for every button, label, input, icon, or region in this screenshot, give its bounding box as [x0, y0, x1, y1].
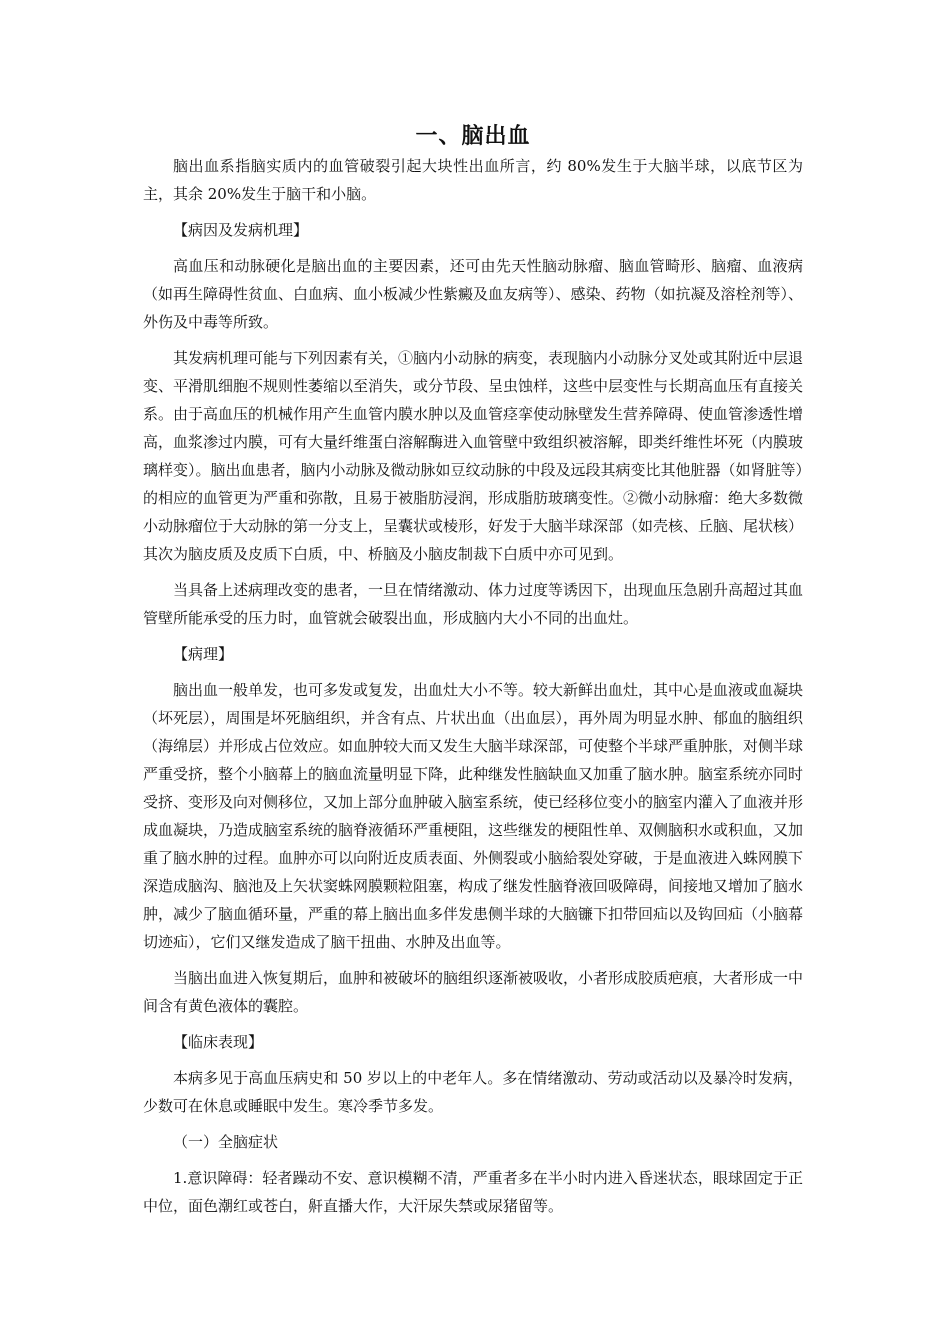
- intro-paragraph: 脑出血系指脑实质内的血管破裂引起大块性出血所言，约 80%发生于大脑半球，以底节区为主，其余 20%发生于脑干和小脑。: [143, 157, 803, 203]
- recovery-paragraph: 当脑出血进入恢复期后，血肿和被破坏的脑组织逐渐被吸收，小者形成胶质疤痕，大者形成一中间含有黄色液体的囊腔。: [143, 969, 804, 1015]
- consciousness-paragraph: 1.意识障碍：轻者躁动不安、意识模糊不清，严重者多在半小时内进入昏迷状态，眼球固定于正中位，面色潮红或苍白，鼾直播大作，大汗尿失禁或尿猪留等。: [143, 1169, 803, 1215]
- document-body: [143, 122, 803, 1220]
- pathology-paragraph: 脑出血一般单发，也可多发或复发，出血灶大小不等。较大新鲜出血灶，其中心是血液或血凝块（坏死层），周围是坏死脑组织，并含有点、片状出血（出血层），再外周为明显水肿、郁血的脑组织（海绵层）并形成占位效应。如血肿较大而又发生大脑半球深部，可使整个半球严重肿胀，对侧半球严重受挤，整个小脑幕上的脑血流量明显下降，此种继发性脑缺血又加重了脑水肿。脑室系统亦同时受挤、变形及向对侧移位，又加上部分血肿破入脑室系统，使已经移位变小的脑室内灌入了血液并形成血凝块，乃造成脑室系统的脑脊液循环严重梗阻，这些继发的梗阻性单、双侧脑积水或积血，又加重了脑水肿的过程。血肿亦可以向附近皮质表面、外侧裂或小脑給裂处穿破，于是血液进入蛛网膜下深造成脑沟、脑池及上矢状窦蛛网膜颗粒阻塞，构成了继发性脑脊液回吸障碍，间接地又增加了脑水肿，减少了脑血循环量，严重的幕上脑出血多伴发患侧半球的大脑镰下扣带回疝以及钩回疝（小脑幕切迹疝），它们又继发造成了脑干扭曲、水肿及出血等。: [143, 681, 804, 951]
- section-heading-clinical: 【临床表现】: [173, 1033, 264, 1051]
- mechanism-paragraph: 其发病机理可能与下列因素有关，①脑内小动脉的病变，表现脑内小动脉分叉处或其附近中层退变、平滑肌细胞不规则性萎缩以至消失，或分节段、呈虫蚀样，这些中层变性与长期高血压有直接关系。由于高血压的机械作用产生血管内膜水肿以及血管痉挛使动脉壁发生营养障碍、使血管渗透性增高，血浆渗过内膜，可有大量纤维蛋白溶解酶进入血管壁中致组织被溶解，即类纤维性坏死（内膜玻璃样变）。脑出血患者，脑内小动脉及微动脉如豆纹动脉的中段及远段其病变比其他脏器（如肾脏等）的相应的血管更为严重和弥散，且易于被脂肪浸润，形成脂肪玻璃变性。②微小动脉瘤：绝大多数微小动脉瘤位于大动脉的第一分支上，呈囊状或棱形，好发于大脑半球深部（如壳核、丘脑、尾状核）其次为脑皮质及皮质下白质，中、桥脑及小脑皮制裁下白质中亦可见到。: [143, 349, 804, 563]
- page-title: 一、脑出血: [415, 124, 531, 149]
- etiology-paragraph: 高血压和动脉硬化是脑出血的主要因素，还可由先天性脑动脉瘤、脑血管畸形、脑瘤、血液病（如再生障碍性贫血、白血病、血小板减少性紫癜及血友病等）、感染、药物（如抗凝及溶栓剂等）、外伤及中毒等所致。: [143, 257, 804, 331]
- subsection-heading-general-symptoms: （一）全脑症状: [173, 1133, 279, 1151]
- section-heading-etiology: 【病因及发病机理】: [173, 221, 309, 239]
- clinical-paragraph: 本病多见于高血压病史和 50 岁以上的中老年人。多在情绪激动、劳动或活动以及暴冷时发病，少数可在休息或睡眠中发生。寒冷季节多发。: [143, 1069, 803, 1115]
- trigger-paragraph: 当具备上述病理改变的患者，一旦在情绪激动、体力过度等诱因下，出现血压急剧升高超过其血管壁所能承受的压力时，血管就会破裂出血，形成脑内大小不同的出血灶。: [143, 581, 804, 627]
- section-heading-pathology: 【病理】: [173, 645, 234, 663]
